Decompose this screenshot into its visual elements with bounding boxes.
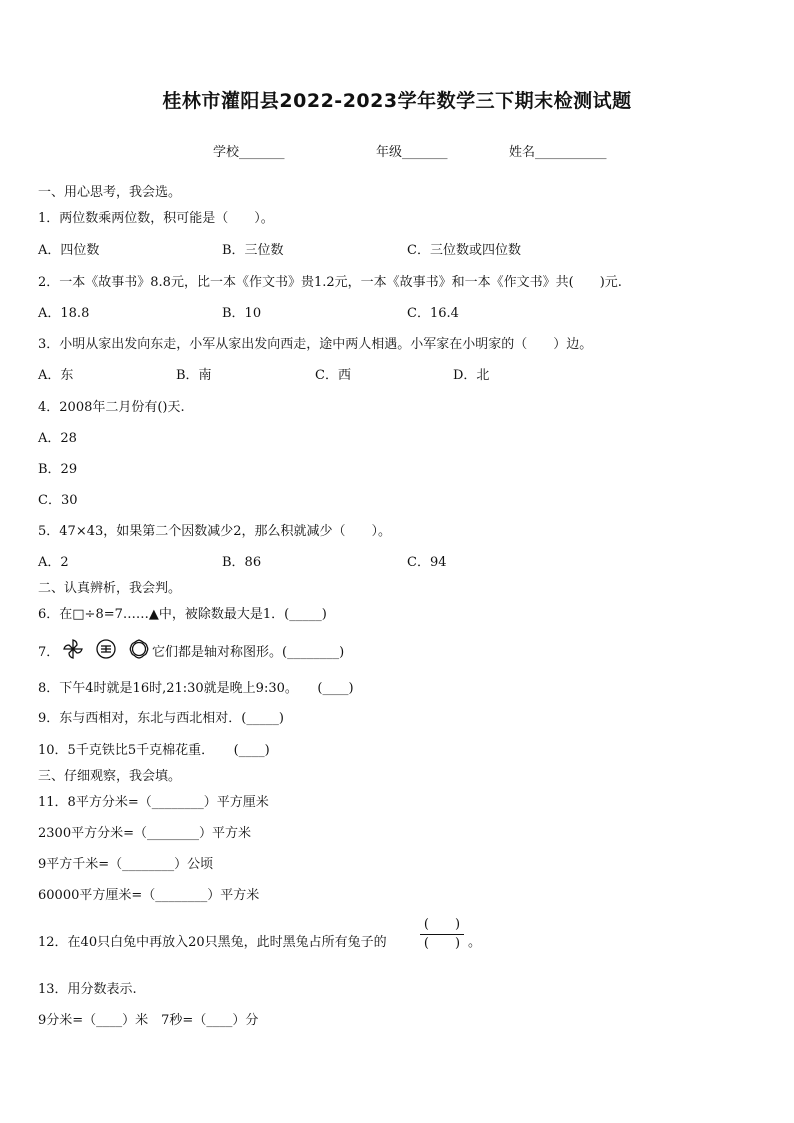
q5-option-a: A．2 xyxy=(38,555,69,570)
q3-option-b: B．南 xyxy=(176,368,212,383)
question-8: 8．下午4时就是16时,21:30就是晚上9:30。 (____) xyxy=(38,681,354,696)
q2-option-c: C．16.4 xyxy=(407,306,459,321)
fraction-numerator: ( ) xyxy=(423,917,461,932)
section-heading-2: 二、认真辨析，我会判。 xyxy=(38,581,182,596)
question-7-label: 7． xyxy=(38,645,60,660)
question-6: 6．在□÷8=7……▲中，被除数最大是1．(_____) xyxy=(38,607,327,622)
q4-option-b: B．29 xyxy=(38,462,78,477)
question-12-text: 12．在40只白兔中再放入20只黑兔，此时黑兔占所有兔子的 xyxy=(38,935,387,950)
page-title: 桂林市灌阳县2022-2023学年数学三下期末检测试题 xyxy=(162,90,632,112)
q2-option-b: B．10 xyxy=(222,306,262,321)
question-12-end: 。 xyxy=(468,935,482,950)
question-11c: 9平方千米=（________）公顷 xyxy=(38,857,214,872)
question-4-stem: 4．2008年二月份有()天. xyxy=(38,400,185,415)
q5-option-b: B．86 xyxy=(222,555,262,570)
question-9: 9．东与西相对，东北与西北相对．(_____) xyxy=(38,711,284,726)
q4-option-a: A．28 xyxy=(38,431,77,446)
school-field: 学校_______ xyxy=(213,145,285,160)
q5-option-c: C．94 xyxy=(407,555,447,570)
q1-option-b: B．三位数 xyxy=(222,243,284,258)
q1-option-c: C．三位数或四位数 xyxy=(407,243,521,258)
section-heading-3: 三、仔细观察，我会填。 xyxy=(38,769,182,784)
grade-field: 年级_______ xyxy=(376,145,448,160)
q2-option-a: A．18.8 xyxy=(38,306,90,321)
question-5-stem: 5．47×43，如果第二个因数减少2，那么积就减少（ ）。 xyxy=(38,524,392,539)
question-3-stem: 3．小明从家出发向东走，小军从家出发向西走，途中两人相遇。小军家在小明家的（ ）边。 xyxy=(38,337,593,352)
q3-option-c: C．西 xyxy=(315,368,351,383)
flower-figure-icon xyxy=(128,638,150,660)
q4-option-c: C．30 xyxy=(38,493,78,508)
question-11d: 60000平方厘米=（________）平方米 xyxy=(38,888,260,903)
question-13-stem: 13．用分数表示. xyxy=(38,982,137,997)
q3-option-d: D．北 xyxy=(453,368,490,383)
q12-fraction-blank xyxy=(420,916,464,953)
question-13-line: 9分米=（____）米 7秒=（____）分 xyxy=(38,1013,259,1028)
pinwheel-figure-icon xyxy=(62,638,84,660)
question-11a: 11．8平方分米=（________）平方厘米 xyxy=(38,795,269,810)
question-11b: 2300平方分米=（________）平方米 xyxy=(38,826,251,841)
fraction-denominator: ( ) xyxy=(423,936,461,951)
question-1-stem: 1．两位数乘两位数，积可能是（ ）。 xyxy=(38,211,274,226)
question-7-text: 它们都是轴对称图形。(________) xyxy=(152,645,345,660)
circle-figure-icon xyxy=(95,638,117,660)
section-heading-1: 一、用心思考，我会选。 xyxy=(38,185,182,200)
question-2-stem: 2．一本《故事书》8.8元，比一本《作文书》贵1.2元，一本《故事书》和一本《作文书》共( )元. xyxy=(38,275,622,290)
name-field: 姓名___________ xyxy=(509,145,607,160)
question-10: 10．5千克铁比5千克棉花重． (____) xyxy=(38,743,270,758)
q3-option-a: A．东 xyxy=(38,368,74,383)
q1-option-a: A．四位数 xyxy=(38,243,100,258)
